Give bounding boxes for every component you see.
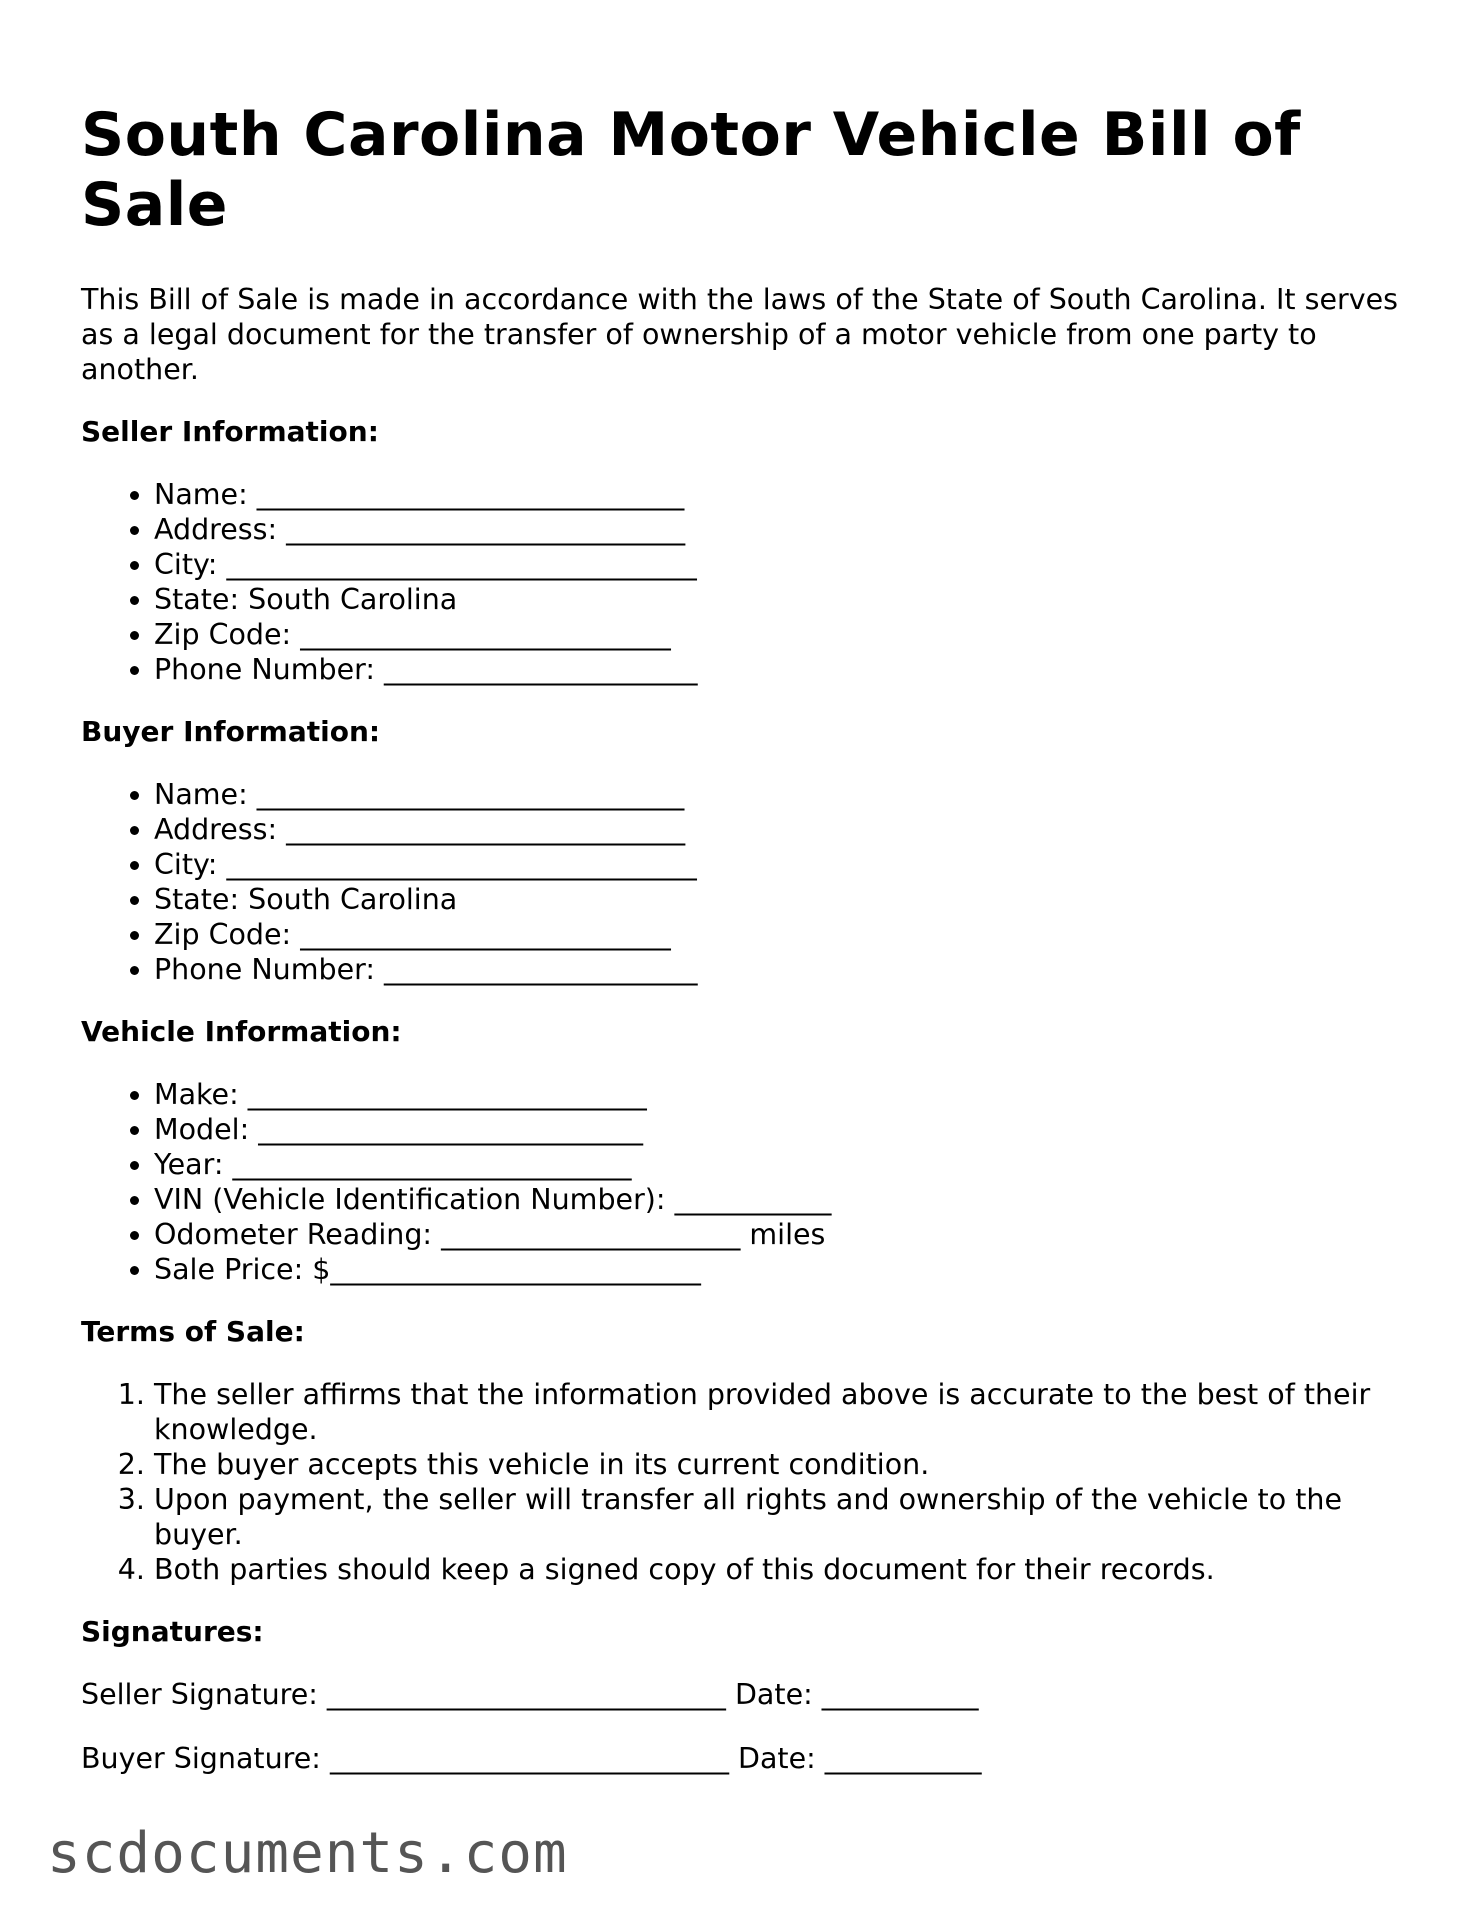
buyer-signature-line: Buyer Signature: ____________________________ Date: ___________	[81, 1742, 982, 1775]
vehicle-list	[81, 1077, 1411, 1287]
seller-signature-line: Seller Signature: ____________________________ Date: ___________	[81, 1678, 979, 1711]
seller-city-field: • City: _________________________________	[154, 547, 1411, 582]
terms-list	[81, 1377, 1411, 1587]
buyer-heading: Buyer Information:	[81, 715, 381, 748]
terms-item: 1. The seller affirms that the information provided above is accurate to the best of their knowledge.	[154, 1377, 1411, 1447]
terms-heading: Terms of Sale:	[81, 1315, 305, 1348]
vehicle-heading: Vehicle Information:	[81, 1015, 402, 1048]
vehicle-price-field: • Sale Price: $__________________________	[154, 1252, 1411, 1287]
vehicle-vin-field: • VIN (Vehicle Identification Number): ___________	[154, 1182, 1411, 1217]
signatures-heading: Signatures:	[81, 1615, 264, 1648]
vehicle-odometer-field: • Odometer Reading: _____________________ miles	[154, 1217, 1411, 1252]
terms-item: 4. Both parties should keep a signed copy of this document for their records.	[154, 1552, 1411, 1587]
seller-heading: Seller Information:	[81, 415, 379, 448]
buyer-phone-field: • Phone Number: ______________________	[154, 952, 1411, 987]
terms-item: 2. The buyer accepts this vehicle in its current condition.	[154, 1447, 1411, 1482]
intro-paragraph: This Bill of Sale is made in accordance with the laws of the State of South Carolina. It serves as a legal document for the transfer of ownership of a motor vehicle from one party to another.	[81, 283, 1398, 386]
vehicle-model-field: • Model: ___________________________	[154, 1112, 1411, 1147]
watermark: scdocuments.com	[47, 1821, 568, 1886]
seller-state-field: • State: South Carolina	[154, 582, 1411, 617]
buyer-address-field: • Address: ____________________________	[154, 812, 1411, 847]
buyer-city-field: • City: _________________________________	[154, 847, 1411, 882]
buyer-zip-field: • Zip Code: __________________________	[154, 917, 1411, 952]
document-title: South Carolina Motor Vehicle Bill of Sale	[81, 100, 1301, 240]
vehicle-make-field: • Make: ____________________________	[154, 1077, 1411, 1112]
terms-item: 3. Upon payment, the seller will transfer all rights and ownership of the vehicle to the buyer.	[154, 1482, 1411, 1552]
buyer-list	[81, 777, 1411, 987]
seller-zip-field: • Zip Code: __________________________	[154, 617, 1411, 652]
document-page	[81, 100, 1411, 1805]
buyer-state-field: • State: South Carolina	[154, 882, 1411, 917]
seller-list	[81, 477, 1411, 687]
seller-name-field: • Name: ______________________________	[154, 477, 1411, 512]
vehicle-year-field: • Year: ____________________________	[154, 1147, 1411, 1182]
buyer-name-field: • Name: ______________________________	[154, 777, 1411, 812]
seller-phone-field: • Phone Number: ______________________	[154, 652, 1411, 687]
seller-address-field: • Address: ____________________________	[154, 512, 1411, 547]
